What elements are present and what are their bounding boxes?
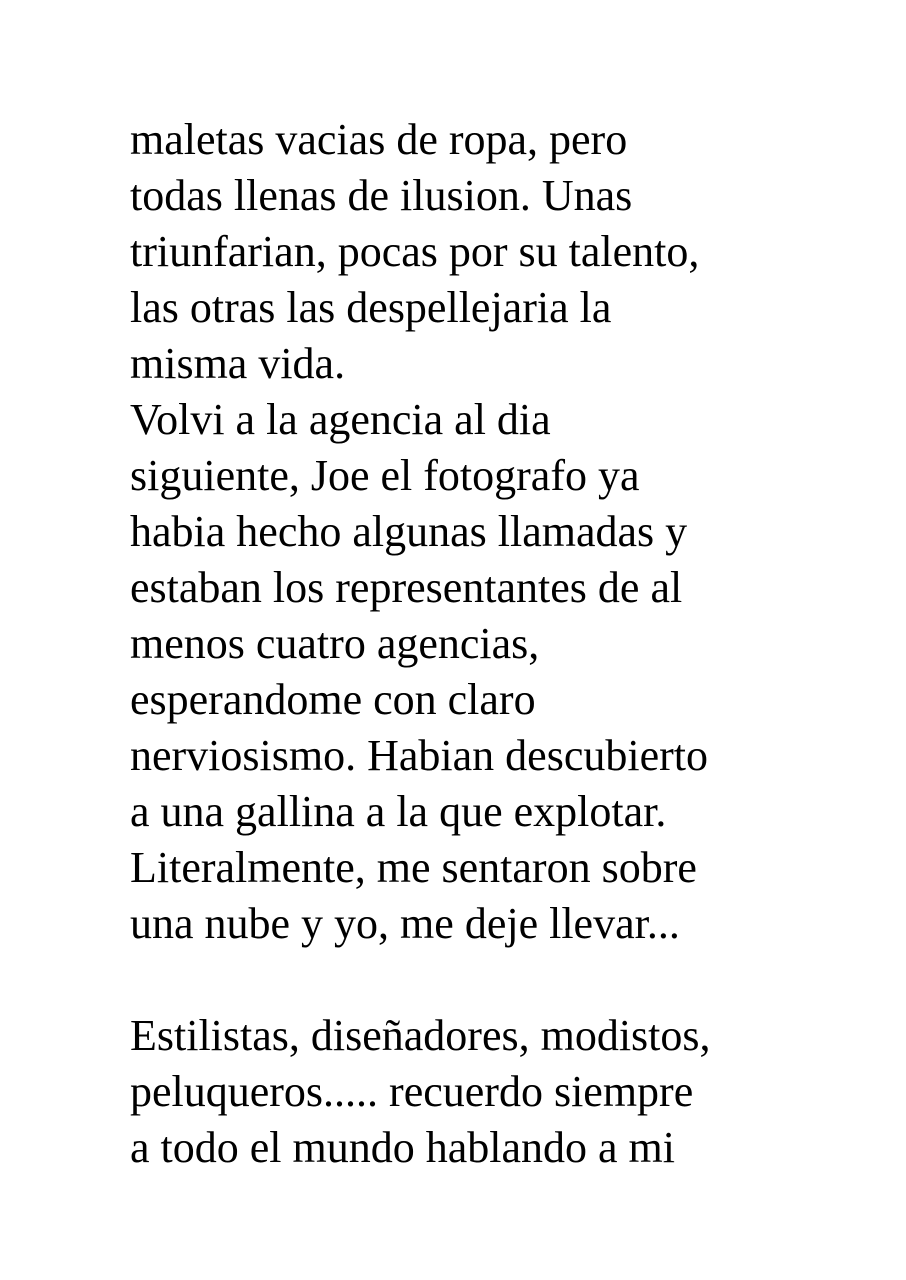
text-line: maletas vacias de ropa, pero	[130, 115, 628, 164]
text-line: triunfarian, pocas por su talento,	[130, 227, 700, 276]
text-line: a una gallina a la que explotar.	[130, 787, 667, 836]
text-line: siguiente, Joe el fotografo ya	[130, 451, 640, 500]
text-line: estaban los representantes de al	[130, 563, 683, 612]
text-line: peluqueros..... recuerdo siempre	[130, 1067, 694, 1116]
text-line: todas llenas de ilusion. Unas	[130, 171, 633, 220]
document-body	[130, 112, 870, 1176]
text-line: menos cuatro agencias,	[130, 619, 540, 668]
text-line: esperandome con claro	[130, 675, 536, 724]
text-line: una nube y yo, me deje llevar...	[130, 899, 680, 948]
text-line: las otras las despellejaria la	[130, 283, 612, 332]
text-line: Volvi a la agencia al dia	[130, 395, 551, 444]
text-line: nerviosismo. Habian descubierto	[130, 731, 708, 780]
blank-line	[130, 952, 870, 1008]
text-line: Estilistas, diseñadores, modistos,	[130, 1011, 711, 1060]
text-line: habia hecho algunas llamadas y	[130, 507, 688, 556]
text-line: a todo el mundo hablando a mi	[130, 1123, 675, 1172]
text-line: Literalmente, me sentaron sobre	[130, 843, 697, 892]
text-line: misma vida.	[130, 339, 346, 388]
